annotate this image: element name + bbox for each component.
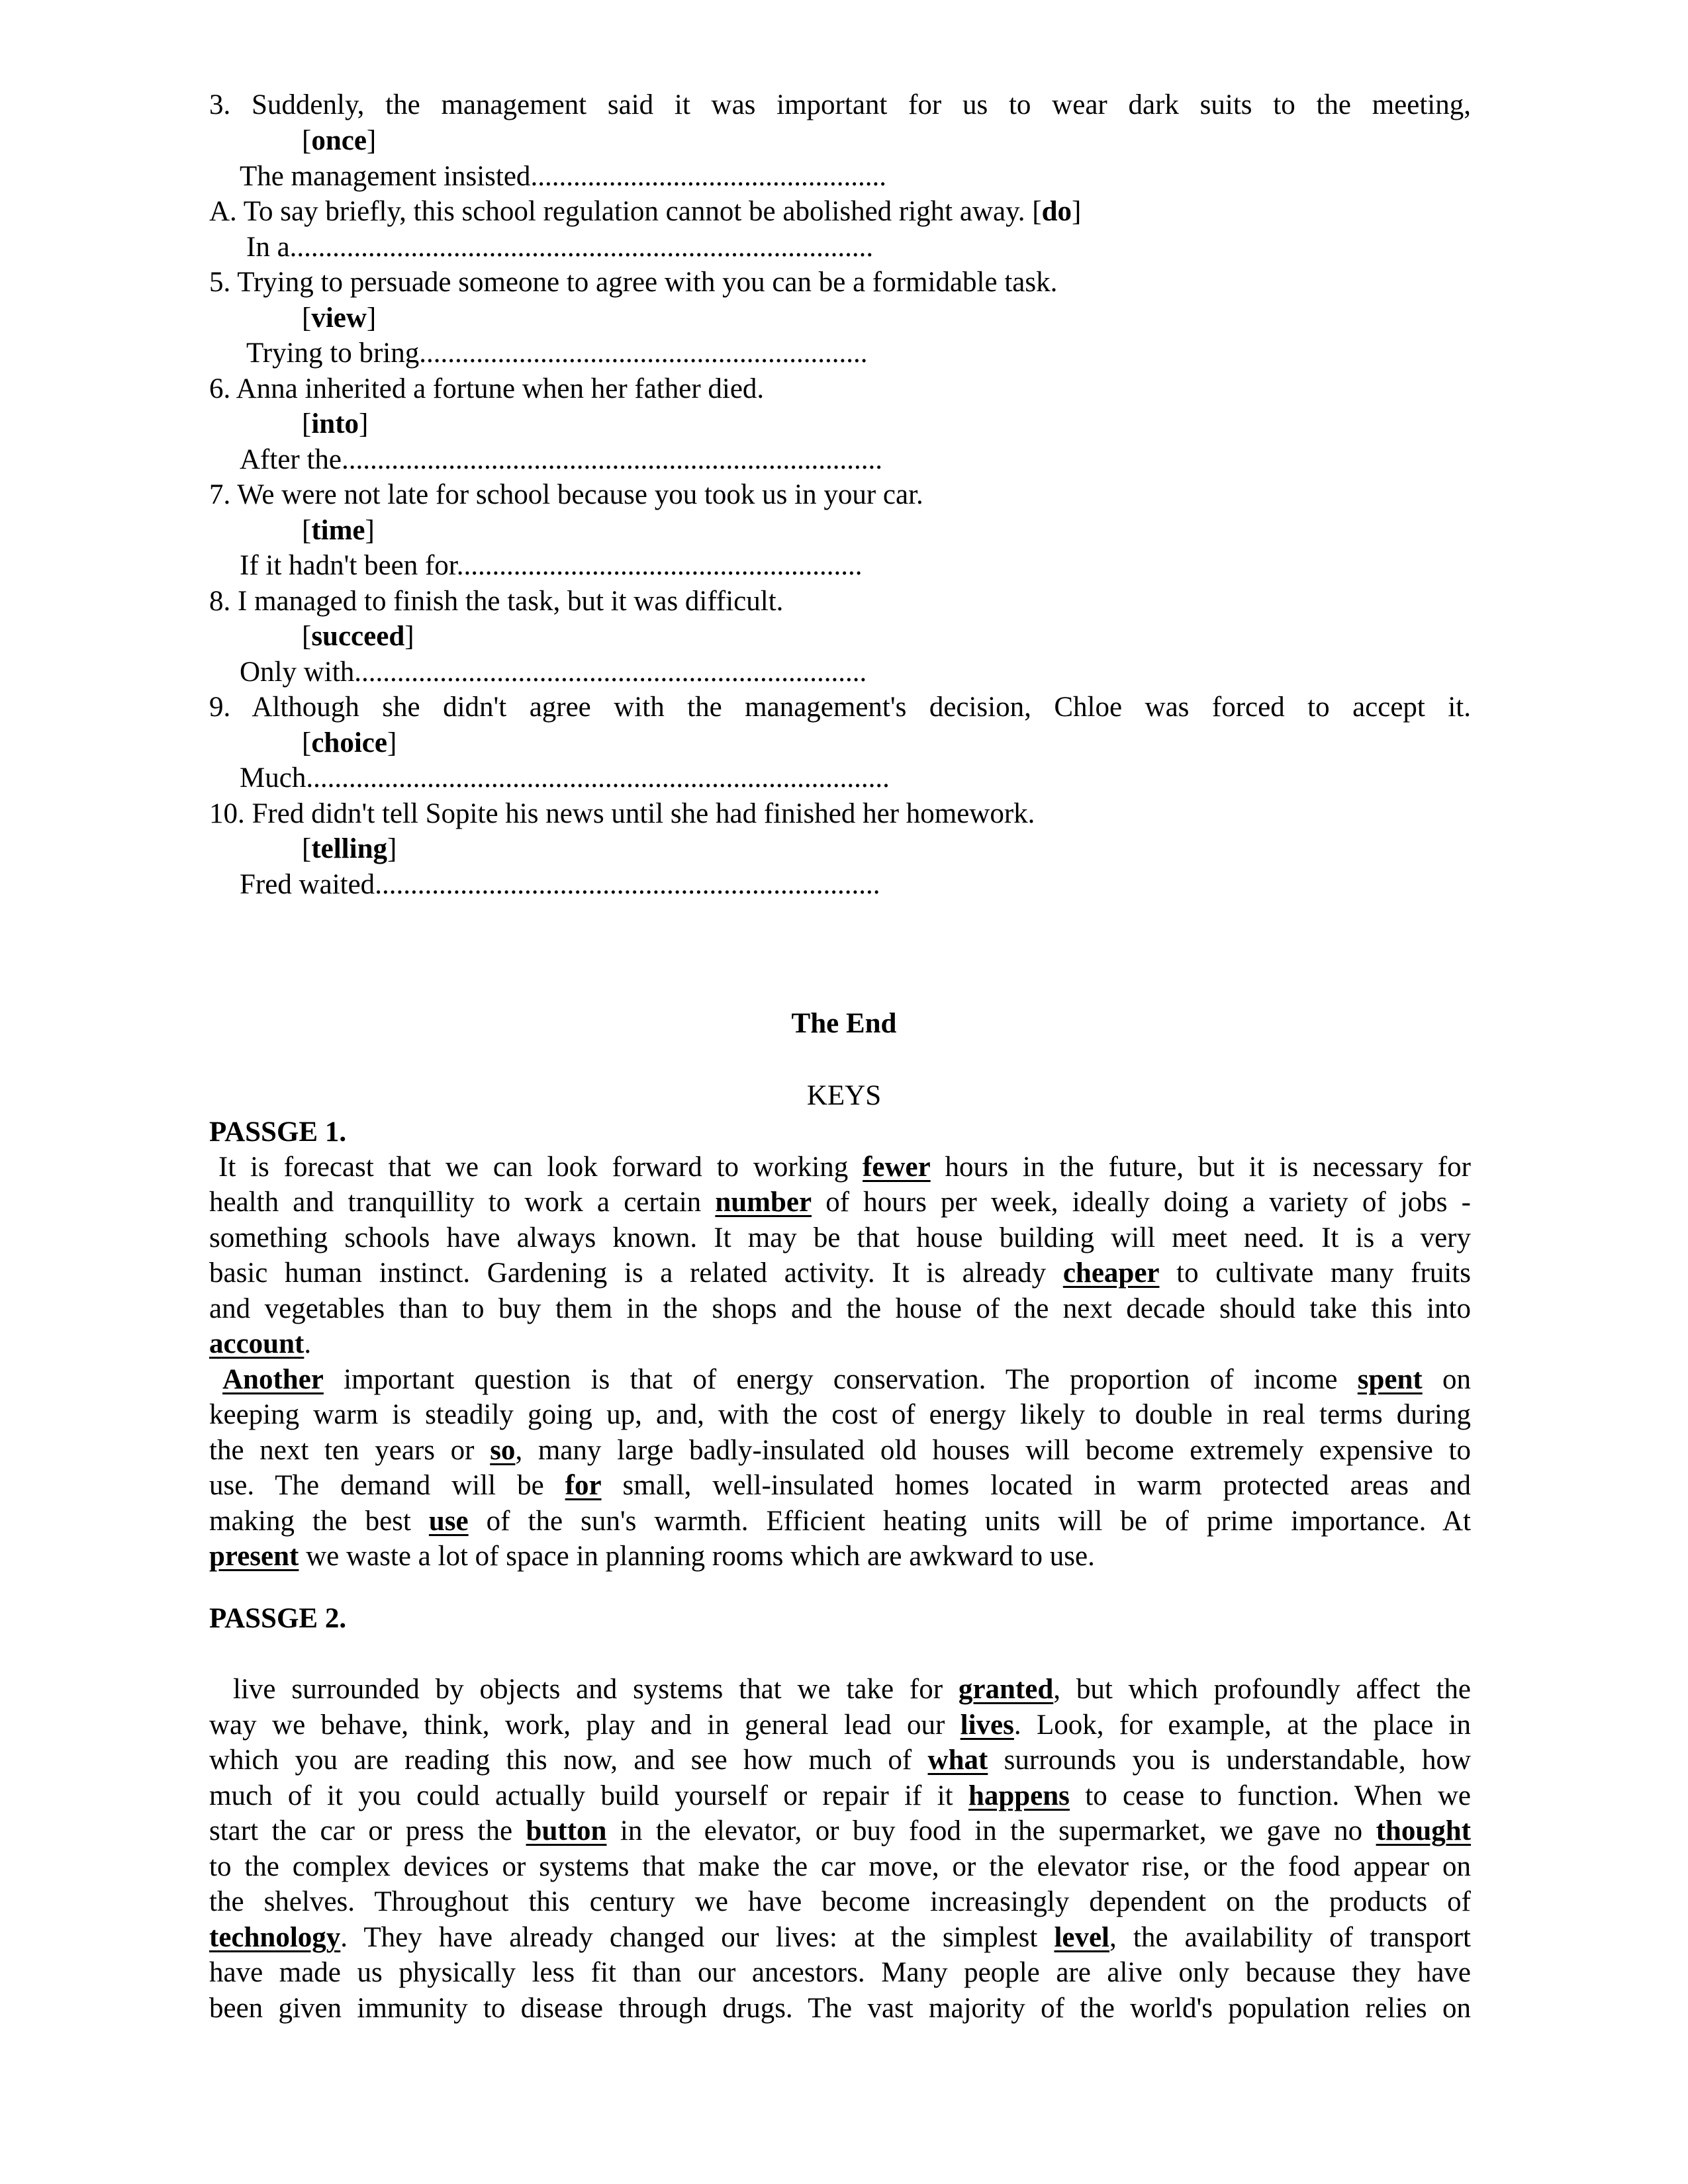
passage-text: keeping warm is steadily going up, and, with the cost of energy likely to double in real terms during — [209, 1399, 1471, 1430]
passage-text: the next ten years or — [209, 1435, 491, 1466]
passage-text: , but which profoundly affect the — [1053, 1674, 1471, 1705]
question-9-keyword: [choice] — [302, 727, 397, 758]
passage-line — [209, 1778, 1471, 1813]
passage-text: of hours per week, ideally doing a variety of jobs - — [812, 1187, 1472, 1218]
passage-1-heading: PASSGE 1. — [209, 1116, 347, 1148]
passage-text: to the complex devices or systems that make the car move, or the elevator rise, or the food appear on — [209, 1851, 1471, 1882]
passage-text: in the elevator, or buy food in the supermarket, we gave no — [606, 1815, 1376, 1846]
question-5-keyword: [view] — [302, 302, 377, 334]
answer-keyword: account — [209, 1328, 305, 1359]
passage-line — [209, 1539, 1095, 1574]
question-9-sentence: 9. Although she didn't agree with the management's decision, Chloe was forced to accept it. — [209, 692, 1471, 723]
passage-text: to cultivate many fruits — [1159, 1257, 1471, 1289]
answer-keyword: fewer — [863, 1152, 931, 1183]
answer-keyword: happens — [968, 1780, 1070, 1811]
passage-line — [218, 1150, 1471, 1185]
passage-line — [209, 1326, 311, 1361]
passage-text: , many large badly-insulated old houses will become extremely expensive to — [515, 1435, 1471, 1466]
passage-text: much of it you could actually build yourself or repair if it — [209, 1780, 968, 1811]
passage-text: and vegetables than to buy them in the shops and the house of the next decade should take this into — [209, 1293, 1471, 1324]
answer-keyword: number — [715, 1187, 812, 1218]
passage-line — [222, 1362, 1471, 1397]
question-6-sentence: 6. Anna inherited a fortune when her father died. — [209, 373, 765, 404]
answer-keyword: so — [490, 1435, 516, 1466]
question-3-keyword: [once] — [302, 125, 377, 156]
answer-keyword: technology — [209, 1922, 341, 1953]
answer-keyword: level — [1054, 1922, 1110, 1953]
question-7-sentence: 7. We were not late for school because you took us in your car. — [209, 479, 923, 510]
passage-text: surrounds you is understandable, how — [988, 1745, 1471, 1776]
passage-line — [209, 1291, 1471, 1326]
passage-text: . They have already changed our lives: at the simplest — [340, 1922, 1055, 1953]
question-3-prompt: The management insisted.................................................. — [240, 161, 886, 192]
question-9-prompt: Much.................................................................................. — [240, 762, 890, 794]
passage-text: to cease to function. When we — [1069, 1780, 1471, 1811]
question-7-prompt: If it hadn't been for......................................................... — [240, 550, 863, 581]
passage-text: have made us physically less fit than our ancestors. Many people are alive only because they have — [209, 1957, 1471, 1988]
question-8-prompt: Only with........................................................................ — [240, 657, 867, 688]
passage-text: making the best — [209, 1506, 429, 1537]
question-7-keyword: [time] — [302, 515, 375, 546]
answer-keyword: Another — [222, 1364, 324, 1395]
question-8-keyword: [succeed] — [302, 621, 414, 652]
passage-line — [209, 1920, 1471, 1955]
answer-keyword: lives — [960, 1709, 1014, 1741]
passage-line — [209, 1504, 1471, 1539]
answer-keyword: for — [565, 1470, 602, 1501]
passage-line — [209, 1991, 1471, 2026]
passage-line — [209, 1468, 1471, 1503]
passage-text: basic human instinct. Gardening is a related activity. It is already — [209, 1257, 1063, 1289]
answer-keyword: granted — [958, 1674, 1054, 1705]
end-title: The End — [791, 1008, 897, 1039]
question-8-sentence: 8. I managed to finish the task, but it was difficult. — [209, 586, 784, 617]
passage-text: important question is that of energy conservation. The proportion of income — [323, 1364, 1358, 1395]
passage-line — [209, 1433, 1471, 1468]
question-5-sentence: 5. Trying to persuade someone to agree with you can be a formidable task. — [209, 267, 1058, 298]
question-6-keyword: [into] — [302, 408, 369, 439]
passage-text: been given immunity to disease through drugs. The vast majority of the world's population relies on — [209, 1993, 1471, 2024]
question-10-sentence: 10. Fred didn't tell Sopite his news until she had finished her homework. — [209, 798, 1035, 829]
passage-text: . — [304, 1328, 312, 1359]
passage-text: of the sun's warmth. Efficient heating units will be of prime importance. At — [468, 1506, 1471, 1537]
passage-text: way we behave, think, work, play and in general lead our — [209, 1709, 961, 1741]
passage-text: hours in the future, but it is necessary for — [930, 1152, 1472, 1183]
question-5-prompt: Trying to bring............................................................... — [246, 338, 868, 369]
passage-line — [209, 1255, 1471, 1291]
question-10-prompt: Fred waited....................................................................... — [240, 869, 880, 900]
passage-text: on — [1422, 1364, 1471, 1395]
passage-text: we waste a lot of space in planning rooms which are awkward to use. — [299, 1541, 1095, 1572]
question-4-prompt: In a.................................................................................. — [246, 232, 874, 263]
passage-line — [209, 1849, 1471, 1884]
answer-keyword: what — [927, 1745, 988, 1776]
passage-text: live surrounded by objects and systems that we take for — [233, 1674, 959, 1705]
passage-2-heading: PASSGE 2. — [209, 1603, 347, 1634]
passage-text: health and tranquillity to work a certain — [209, 1187, 716, 1218]
question-6-prompt: After the............................................................................ — [240, 444, 883, 475]
answer-keyword: cheaper — [1062, 1257, 1160, 1289]
question-3-sentence: 3. Suddenly, the management said it was important for us to wear dark suits to the meeting, — [209, 89, 1471, 120]
answer-keyword: use — [428, 1506, 469, 1537]
passage-line — [209, 1707, 1471, 1743]
answer-keyword: thought — [1376, 1815, 1471, 1846]
passage-line — [209, 1220, 1471, 1255]
answer-keyword: spent — [1357, 1364, 1423, 1395]
passage-line — [209, 1813, 1471, 1848]
passage-text: , the availability of transport — [1109, 1922, 1471, 1953]
passage-line — [209, 1743, 1471, 1778]
passage-text: which you are reading this now, and see how much of — [209, 1745, 928, 1776]
passage-text: small, well-insulated homes located in warm protected areas and — [601, 1470, 1471, 1501]
passage-text: use. The demand will be — [209, 1470, 565, 1501]
passage-line — [233, 1672, 1471, 1707]
passage-text: something schools have always known. It may be that house building will meet need. It is a very — [209, 1222, 1471, 1253]
answer-keyword: present — [209, 1541, 299, 1572]
passage-line — [209, 1397, 1471, 1432]
passage-line — [209, 1955, 1471, 1990]
question-4-sentence: A. To say briefly, this school regulation cannot be abolished right away. [do] — [209, 196, 1082, 227]
answer-keyword: button — [526, 1815, 607, 1846]
passage-text: the shelves. Throughout this century we have become increasingly dependent on the products of — [209, 1886, 1471, 1917]
passage-text: start the car or press the — [209, 1815, 526, 1846]
question-10-keyword: [telling] — [302, 833, 397, 864]
keys-title: KEYS — [806, 1080, 882, 1111]
passage-line — [209, 1185, 1471, 1220]
passage-text: . Look, for example, at the place in — [1013, 1709, 1471, 1741]
passage-line — [209, 1884, 1471, 1919]
passage-text: It is forecast that we can look forward to working — [218, 1152, 863, 1183]
